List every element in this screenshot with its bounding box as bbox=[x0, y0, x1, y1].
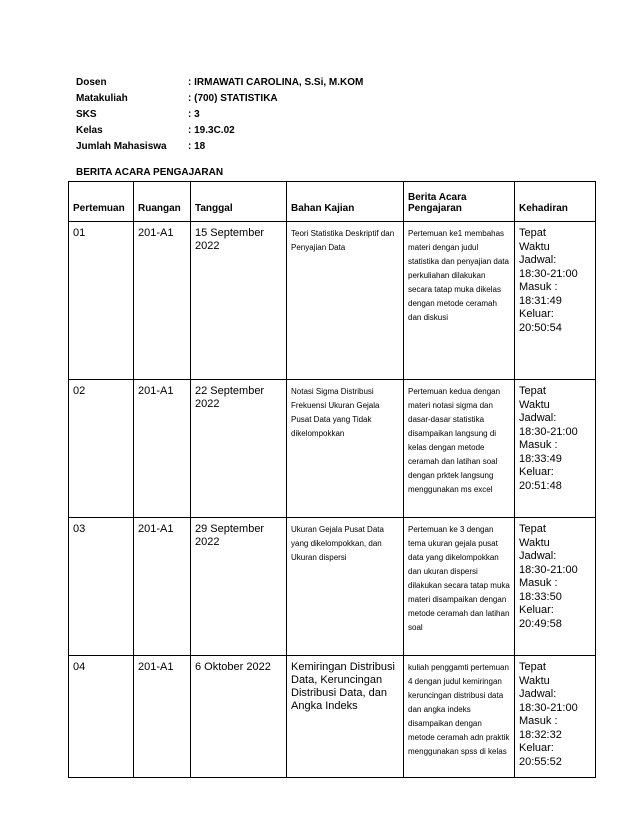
info-value: : (700) STATISTIKA bbox=[188, 93, 278, 104]
info-row-dosen bbox=[76, 75, 363, 91]
cell-bahan-kajian: Kemiringan Distribusi Data, Keruncingan Distribusi Data, dan Angka Indeks bbox=[287, 656, 404, 778]
table-row bbox=[69, 380, 596, 518]
kehadiran-line: Tepat bbox=[519, 523, 546, 535]
info-value: : 18 bbox=[188, 141, 206, 152]
kehadiran-line: Jadwal: bbox=[519, 254, 557, 266]
header-tanggal: Tanggal bbox=[191, 182, 287, 222]
kehadiran-line: Masuk : bbox=[519, 439, 558, 451]
info-row-sks bbox=[76, 107, 363, 123]
kehadiran-line: 18:30-21:00 bbox=[519, 425, 578, 438]
cell-pertemuan: 04 bbox=[69, 656, 134, 778]
kehadiran-line: 18:31:49 bbox=[519, 294, 562, 307]
cell-berita-acara: kuliah penggamti pertemuan 4 dengan judul kemiringan keruncingan distribusi data dan angka indeks disampaikan dengan metode ceramah adn praktik menggunakan spss di kelas bbox=[404, 656, 515, 778]
info-label: Kelas bbox=[76, 125, 103, 136]
header-berita-acara: Berita Acara Pengajaran bbox=[404, 182, 515, 222]
kehadiran-line: Waktu bbox=[519, 674, 550, 687]
info-label: SKS bbox=[76, 109, 97, 120]
cell-ruangan: 201-A1 bbox=[134, 656, 191, 778]
cell-tanggal: 22 September 2022 bbox=[191, 380, 287, 518]
kehadiran-line: 18:30-21:00 bbox=[519, 563, 578, 576]
section-title: BERITA ACARA PENGAJARAN bbox=[76, 167, 224, 178]
info-value: : 3 bbox=[188, 109, 200, 120]
kehadiran-line: Masuk : bbox=[519, 577, 558, 589]
table-row bbox=[69, 518, 596, 656]
info-label: Dosen bbox=[76, 77, 107, 88]
cell-ruangan: 201-A1 bbox=[134, 222, 191, 380]
info-row-jumlah-mahasiswa bbox=[76, 139, 363, 155]
cell-bahan-kajian: Ukuran Gejala Pusat Data yang dikelompokkan, dan Ukuran dispersi bbox=[287, 518, 404, 656]
header-ruangan: Ruangan bbox=[134, 182, 191, 222]
kehadiran-line: 18:33:50 bbox=[519, 590, 562, 603]
info-label: Matakuliah bbox=[76, 93, 128, 104]
info-value: : 19.3C.02 bbox=[188, 125, 235, 136]
cell-tanggal: 6 Oktober 2022 bbox=[191, 656, 287, 778]
cell-berita-acara: Pertemuan kedua dengan materi notasi sigma dan dasar-dasar statistika disampaikan langsung di kelas dengan metode ceramah dan latihan soal dengan prktek langsung menggunakan ms excel bbox=[404, 380, 515, 518]
kehadiran-line: 18:32:32 bbox=[519, 728, 562, 741]
cell-bahan-kajian: Teori Statistika Deskriptif dan Penyajian Data bbox=[287, 222, 404, 380]
info-label: Jumlah Mahasiswa bbox=[76, 141, 167, 152]
cell-ruangan: 201-A1 bbox=[134, 380, 191, 518]
table-row bbox=[69, 222, 596, 380]
cell-pertemuan: 03 bbox=[69, 518, 134, 656]
cell-pertemuan: 01 bbox=[69, 222, 134, 380]
cell-pertemuan: 02 bbox=[69, 380, 134, 518]
table-row bbox=[69, 656, 596, 778]
header-pertemuan: Pertemuan bbox=[69, 182, 134, 222]
kehadiran-line: 20:49:58 bbox=[519, 617, 562, 630]
cell-bahan-kajian: Notasi Sigma Distribusi Frekuensi Ukuran Gejala Pusat Data yang Tidak dikelompokkan bbox=[287, 380, 404, 518]
kehadiran-line: 18:33:49 bbox=[519, 452, 562, 465]
kehadiran-line: Tepat bbox=[519, 661, 546, 673]
cell-kehadiran bbox=[515, 656, 596, 778]
kehadiran-line: Keluar: bbox=[519, 308, 554, 320]
kehadiran-line: 20:55:52 bbox=[519, 755, 562, 768]
cell-kehadiran bbox=[515, 518, 596, 656]
course-info bbox=[76, 75, 363, 155]
info-row-matakuliah bbox=[76, 91, 363, 107]
kehadiran-line: 18:30-21:00 bbox=[519, 701, 578, 714]
header-kehadiran: Kehadiran bbox=[515, 182, 596, 222]
kehadiran-line: Jadwal: bbox=[519, 550, 557, 562]
cell-kehadiran bbox=[515, 380, 596, 518]
cell-berita-acara: Pertemuan ke1 membahas materi dengan judul statistika dan penyajian data perkuliahan dilakukan secara tatap muka dikelas dengan metode ceramah dan diskusi bbox=[404, 222, 515, 380]
cell-tanggal: 15 September 2022 bbox=[191, 222, 287, 380]
kehadiran-line: Keluar: bbox=[519, 466, 554, 478]
kehadiran-line: Waktu bbox=[519, 536, 550, 549]
kehadiran-line: Masuk : bbox=[519, 281, 558, 293]
kehadiran-line: Waktu bbox=[519, 240, 550, 253]
kehadiran-line: Masuk : bbox=[519, 715, 558, 727]
cell-tanggal: 29 September 2022 bbox=[191, 518, 287, 656]
cell-kehadiran bbox=[515, 222, 596, 380]
kehadiran-line: Keluar: bbox=[519, 604, 554, 616]
cell-ruangan: 201-A1 bbox=[134, 518, 191, 656]
info-row-kelas bbox=[76, 123, 363, 139]
table-header-row bbox=[69, 182, 596, 222]
kehadiran-line: 20:50:54 bbox=[519, 321, 562, 334]
kehadiran-line: Jadwal: bbox=[519, 688, 557, 700]
kehadiran-line: Keluar: bbox=[519, 742, 554, 754]
cell-berita-acara: Pertemuan ke 3 dengan tema ukuran gejala pusat data yang dikelompokkan dan ukuran dispersi dilakukan secara tatap muka materi disampaikan dengan metode ceramah dan latihan soal bbox=[404, 518, 515, 656]
kehadiran-line: 20:51:48 bbox=[519, 479, 562, 492]
kehadiran-line: Tepat bbox=[519, 385, 546, 397]
kehadiran-line: 18:30-21:00 bbox=[519, 267, 578, 280]
kehadiran-line: Waktu bbox=[519, 398, 550, 411]
kehadiran-line: Jadwal: bbox=[519, 412, 557, 424]
info-value: : IRMAWATI CAROLINA, S.Si, M.KOM bbox=[188, 77, 364, 88]
kehadiran-line: Tepat bbox=[519, 227, 546, 239]
teaching-report-table bbox=[68, 181, 596, 778]
header-bahan-kajian: Bahan Kajian bbox=[287, 182, 404, 222]
